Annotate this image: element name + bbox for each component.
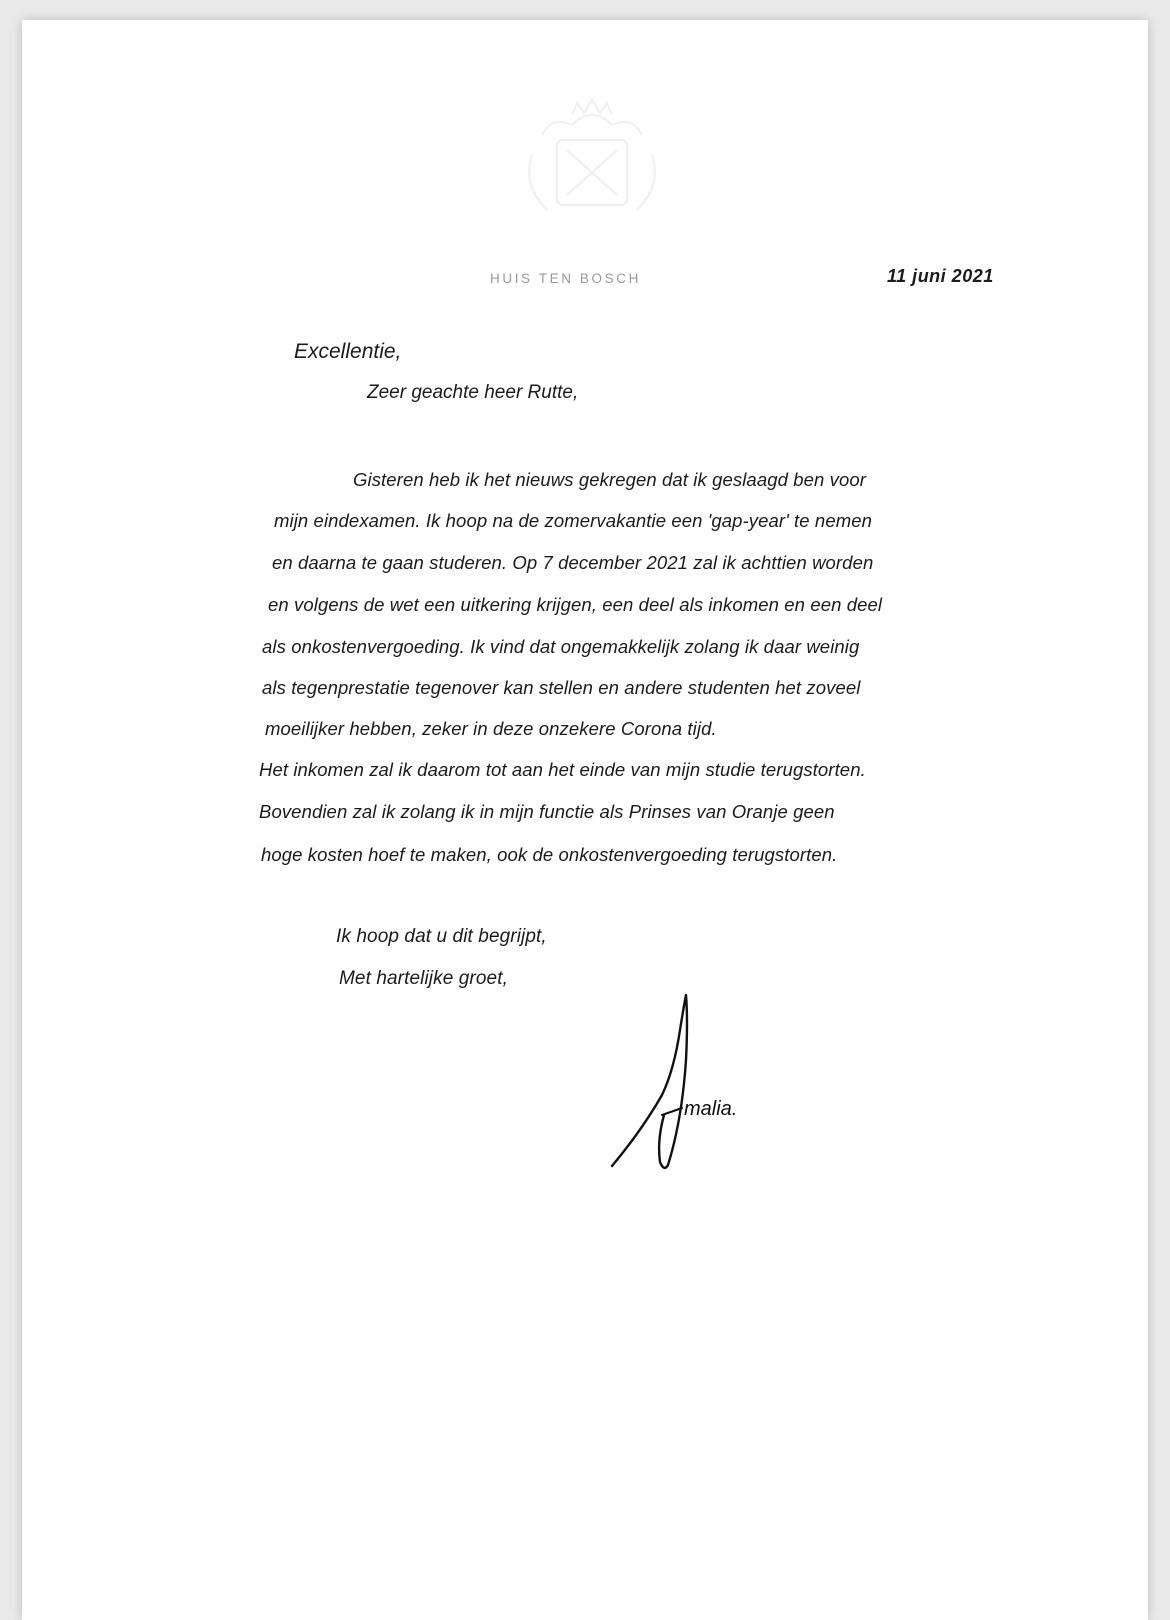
salutation-line-1: Excellentie,	[294, 340, 402, 363]
body-line-5: als onkostenvergoeding. Ik vind dat ongemakkelijk zolang ik daar weinig	[262, 636, 860, 657]
closing-line-2: Met hartelijke groet,	[339, 968, 508, 989]
body-line-4: en volgens de wet een uitkering krijgen, een deel als inkomen en een deel	[268, 594, 883, 615]
body-line-8: Het inkomen zal ik daarom tot aan het einde van mijn studie terugstorten.	[259, 759, 866, 780]
body-line-3: en daarna te gaan studeren. Op 7 december 2021 zal ik achttien worden	[272, 552, 874, 573]
body-line-9: Bovendien zal ik zolang ik in mijn functie als Prinses van Oranje geen	[259, 801, 835, 822]
royal-crest-watermark	[512, 95, 672, 225]
body-line-10: hoge kosten hoef te maken, ook de onkostenvergoeding terugstorten.	[261, 844, 838, 865]
body-line-1: Gisteren heb ik het nieuws gekregen dat ik geslaagd ben voor	[353, 469, 867, 490]
closing-line-1: Ik hoop dat u dit begrijpt,	[336, 926, 547, 947]
svg-text:malia.: malia.	[684, 1098, 738, 1120]
letterhead: HUIS TEN BOSCH	[490, 271, 641, 286]
body-line-7: moeilijker hebben, zeker in deze onzekere Corona tijd.	[265, 718, 717, 739]
salutation-line-2: Zeer geachte heer Rutte,	[367, 382, 579, 403]
letter-page	[22, 20, 1148, 1620]
body-line-2: mijn eindexamen. Ik hoop na de zomervakantie een 'gap-year' te nemen	[274, 510, 872, 531]
letter-date: 11 juni 2021	[887, 266, 994, 286]
body-line-6: als tegenprestatie tegenover kan stellen en andere studenten het zoveel	[262, 677, 861, 698]
handwritten-signature	[602, 990, 782, 1190]
